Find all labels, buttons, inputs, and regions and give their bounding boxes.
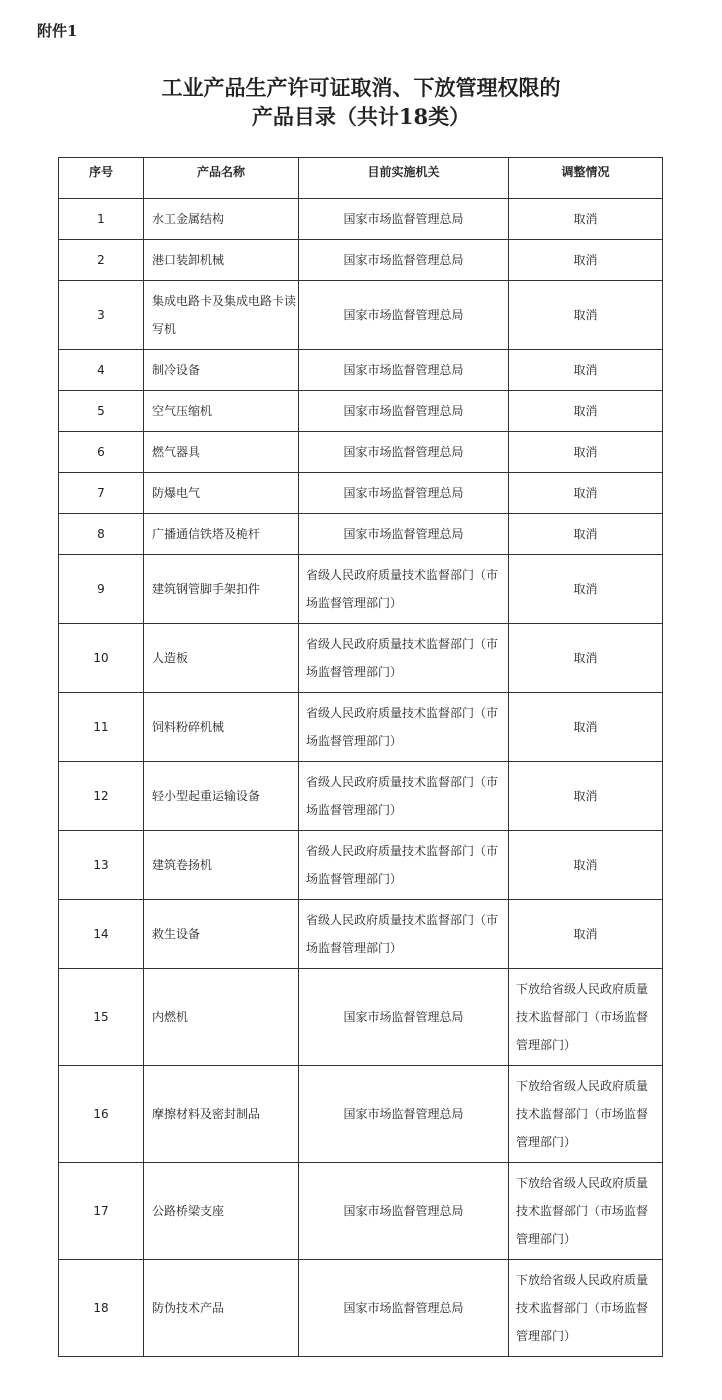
cell-adjustment: 下放给省级人民政府质量技术监督部门（市场监督管理部门） — [509, 1066, 663, 1163]
cell-adjustment: 取消 — [509, 624, 663, 693]
cell-product-name: 港口装卸机械 — [144, 240, 299, 281]
cell-current-agency: 省级人民政府质量技术监督部门（市场监督管理部门） — [299, 900, 509, 969]
cell-adjustment: 取消 — [509, 199, 663, 240]
table-row — [59, 514, 663, 555]
table-row — [59, 1163, 663, 1260]
cell-current-agency: 省级人民政府质量技术监督部门（市场监督管理部门） — [299, 693, 509, 762]
cell-serial-number: 1 — [59, 199, 144, 240]
cell-adjustment: 取消 — [509, 900, 663, 969]
cell-adjustment: 下放给省级人民政府质量技术监督部门（市场监督管理部门） — [509, 1260, 663, 1357]
cell-adjustment: 下放给省级人民政府质量技术监督部门（市场监督管理部门） — [509, 1163, 663, 1260]
cell-product-name: 水工金属结构 — [144, 199, 299, 240]
cell-current-agency: 省级人民政府质量技术监督部门（市场监督管理部门） — [299, 555, 509, 624]
cell-current-agency: 国家市场监督管理总局 — [299, 1066, 509, 1163]
cell-serial-number: 2 — [59, 240, 144, 281]
cell-serial-number: 12 — [59, 762, 144, 831]
cell-serial-number: 7 — [59, 473, 144, 514]
table-row — [59, 240, 663, 281]
cell-product-name: 人造板 — [144, 624, 299, 693]
cell-adjustment: 取消 — [509, 432, 663, 473]
table-row — [59, 391, 663, 432]
cell-product-name: 建筑卷扬机 — [144, 831, 299, 900]
cell-adjustment: 取消 — [509, 240, 663, 281]
product-catalog-table — [58, 157, 663, 1357]
table-row — [59, 555, 663, 624]
cell-product-name: 内燃机 — [144, 969, 299, 1066]
cell-product-name: 防伪技术产品 — [144, 1260, 299, 1357]
table-row — [59, 199, 663, 240]
cell-adjustment: 取消 — [509, 831, 663, 900]
cell-serial-number: 15 — [59, 969, 144, 1066]
cell-serial-number: 11 — [59, 693, 144, 762]
cell-product-name: 摩擦材料及密封制品 — [144, 1066, 299, 1163]
cell-product-name: 制冷设备 — [144, 350, 299, 391]
cell-current-agency: 省级人民政府质量技术监督部门（市场监督管理部门） — [299, 762, 509, 831]
cell-current-agency: 国家市场监督管理总局 — [299, 350, 509, 391]
table-row — [59, 831, 663, 900]
cell-adjustment: 取消 — [509, 473, 663, 514]
cell-serial-number: 17 — [59, 1163, 144, 1260]
cell-product-name: 燃气器具 — [144, 432, 299, 473]
cell-product-name: 空气压缩机 — [144, 391, 299, 432]
cell-adjustment: 取消 — [509, 762, 663, 831]
cell-serial-number: 6 — [59, 432, 144, 473]
cell-product-name: 防爆电气 — [144, 473, 299, 514]
cell-current-agency: 国家市场监督管理总局 — [299, 514, 509, 555]
cell-serial-number: 3 — [59, 281, 144, 350]
header-adjustment: 调整情况 — [509, 158, 663, 199]
table-header-row — [59, 158, 663, 199]
table-row — [59, 969, 663, 1066]
cell-product-name: 广播通信铁塔及桅杆 — [144, 514, 299, 555]
cell-adjustment: 取消 — [509, 693, 663, 762]
table-row — [59, 350, 663, 391]
cell-current-agency: 国家市场监督管理总局 — [299, 473, 509, 514]
table-row — [59, 432, 663, 473]
cell-serial-number: 18 — [59, 1260, 144, 1357]
cell-current-agency: 国家市场监督管理总局 — [299, 281, 509, 350]
cell-adjustment: 下放给省级人民政府质量技术监督部门（市场监督管理部门） — [509, 969, 663, 1066]
table-row — [59, 1066, 663, 1163]
cell-adjustment: 取消 — [509, 555, 663, 624]
table-row — [59, 473, 663, 514]
cell-product-name: 公路桥梁支座 — [144, 1163, 299, 1260]
cell-product-name: 饲料粉碎机械 — [144, 693, 299, 762]
cell-serial-number: 4 — [59, 350, 144, 391]
table-row — [59, 693, 663, 762]
cell-current-agency: 国家市场监督管理总局 — [299, 969, 509, 1066]
header-current-agency: 目前实施机关 — [299, 158, 509, 199]
table-row — [59, 624, 663, 693]
header-product-name: 产品名称 — [144, 158, 299, 199]
cell-product-name: 救生设备 — [144, 900, 299, 969]
cell-adjustment: 取消 — [509, 514, 663, 555]
cell-adjustment: 取消 — [509, 350, 663, 391]
table-row — [59, 900, 663, 969]
cell-serial-number: 10 — [59, 624, 144, 693]
table-row — [59, 1260, 663, 1357]
cell-serial-number: 14 — [59, 900, 144, 969]
attachment-label: 附件1 — [37, 22, 78, 40]
cell-adjustment: 取消 — [509, 391, 663, 432]
cell-current-agency: 省级人民政府质量技术监督部门（市场监督管理部门） — [299, 831, 509, 900]
cell-current-agency: 国家市场监督管理总局 — [299, 240, 509, 281]
cell-current-agency: 省级人民政府质量技术监督部门（市场监督管理部门） — [299, 624, 509, 693]
table-row — [59, 762, 663, 831]
cell-serial-number: 8 — [59, 514, 144, 555]
cell-product-name: 建筑钢管脚手架扣件 — [144, 555, 299, 624]
document-title-line1: 工业产品生产许可证取消、下放管理权限的 — [161, 75, 561, 100]
cell-serial-number: 5 — [59, 391, 144, 432]
cell-current-agency: 国家市场监督管理总局 — [299, 1163, 509, 1260]
table-row — [59, 281, 663, 350]
cell-current-agency: 国家市场监督管理总局 — [299, 1260, 509, 1357]
cell-adjustment: 取消 — [509, 281, 663, 350]
cell-current-agency: 国家市场监督管理总局 — [299, 432, 509, 473]
cell-serial-number: 13 — [59, 831, 144, 900]
cell-serial-number: 9 — [59, 555, 144, 624]
header-serial-number: 序号 — [59, 158, 144, 199]
cell-current-agency: 国家市场监督管理总局 — [299, 391, 509, 432]
document-title-line2: 产品目录（共计18类） — [251, 104, 471, 129]
cell-product-name: 轻小型起重运输设备 — [144, 762, 299, 831]
cell-current-agency: 国家市场监督管理总局 — [299, 199, 509, 240]
cell-product-name: 集成电路卡及集成电路卡读写机 — [144, 281, 299, 350]
cell-serial-number: 16 — [59, 1066, 144, 1163]
